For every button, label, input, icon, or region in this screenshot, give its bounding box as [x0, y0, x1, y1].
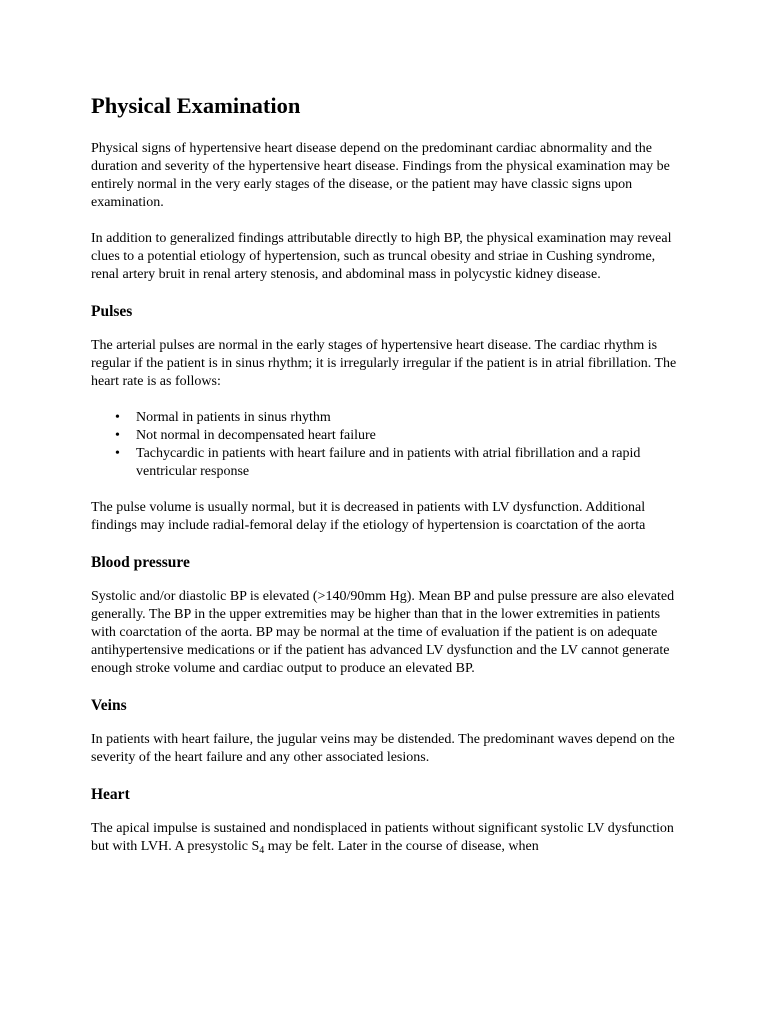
heart-text-end: may be felt. Later in the course of disease, when — [264, 839, 539, 854]
list-item — [115, 445, 677, 481]
document-page — [91, 92, 677, 874]
s4-subscript: 4 — [259, 845, 265, 856]
list-item-text: Tachycardic in patients with heart failure and in patients with atrial fibrillation and a rapid ventricular response — [136, 446, 641, 479]
list-item — [115, 409, 677, 427]
bullet-icon: • — [115, 446, 120, 461]
heart-rate-list — [91, 409, 677, 481]
section-heading-heart: Heart — [91, 786, 130, 803]
intro-paragraph-1: Physical signs of hypertensive heart disease depend on the predominant cardiac abnormality and the duration and severity of the hypertensive heart disease. Findings from the physical examination may be entirely normal in the very early stages of the disease, or the patient may have classic signs upon examination. — [91, 141, 670, 210]
page-title: Physical Examination — [91, 93, 301, 118]
section-heading-pulses: Pulses — [91, 303, 133, 320]
heart-paragraph — [91, 820, 677, 856]
bullet-icon: • — [115, 410, 120, 425]
intro-paragraph-2: In addition to generalized findings attributable directly to high BP, the physical examination may reveal clues to a potential etiology of hypertension, such as truncal obesity and striae in Cushing syndrome, renal artery bruit in renal artery stenosis, and abdominal mass in polycystic kidney disease. — [91, 231, 672, 282]
veins-paragraph: In patients with heart failure, the jugular veins may be distended. The predominant waves depend on the severity of the heart failure and any other associated lesions. — [91, 732, 675, 765]
heart-text-start: The apical impulse is sustained and nondisplaced in patients without significant systolic LV dysfunction but with LVH. A presystolic S — [91, 821, 674, 854]
list-item — [115, 427, 677, 445]
pulses-paragraph-2: The pulse volume is usually normal, but it is decreased in patients with LV dysfunction. Additional findings may include radial-femoral delay if the etiology of hypertension is coarctation of the aorta — [91, 500, 646, 533]
section-heading-blood-pressure: Blood pressure — [91, 554, 190, 571]
list-item-text: Not normal in decompensated heart failure — [136, 428, 376, 443]
bullet-icon: • — [115, 428, 120, 443]
blood-pressure-paragraph: Systolic and/or diastolic BP is elevated (>140/90mm Hg). Mean BP and pulse pressure are also elevated generally. The BP in the upper extremities may be higher than that in the lower extremities in patients with coarctation of the aorta. BP may be normal at the time of evaluation if the patient is on adequate antihypertensive medications or if the patient has advanced LV dysfunction and the LV cannot generate enough stroke volume and cardiac output to produce an elevated BP. — [91, 589, 675, 676]
section-heading-veins: Veins — [91, 697, 127, 714]
pulses-paragraph-1: The arterial pulses are normal in the early stages of hypertensive heart disease. The cardiac rhythm is regular if the patient is in sinus rhythm; it is irregularly irregular if the patient is in atrial fibrillation. The heart rate is as follows: — [91, 338, 677, 389]
list-item-text: Normal in patients in sinus rhythm — [136, 410, 331, 425]
